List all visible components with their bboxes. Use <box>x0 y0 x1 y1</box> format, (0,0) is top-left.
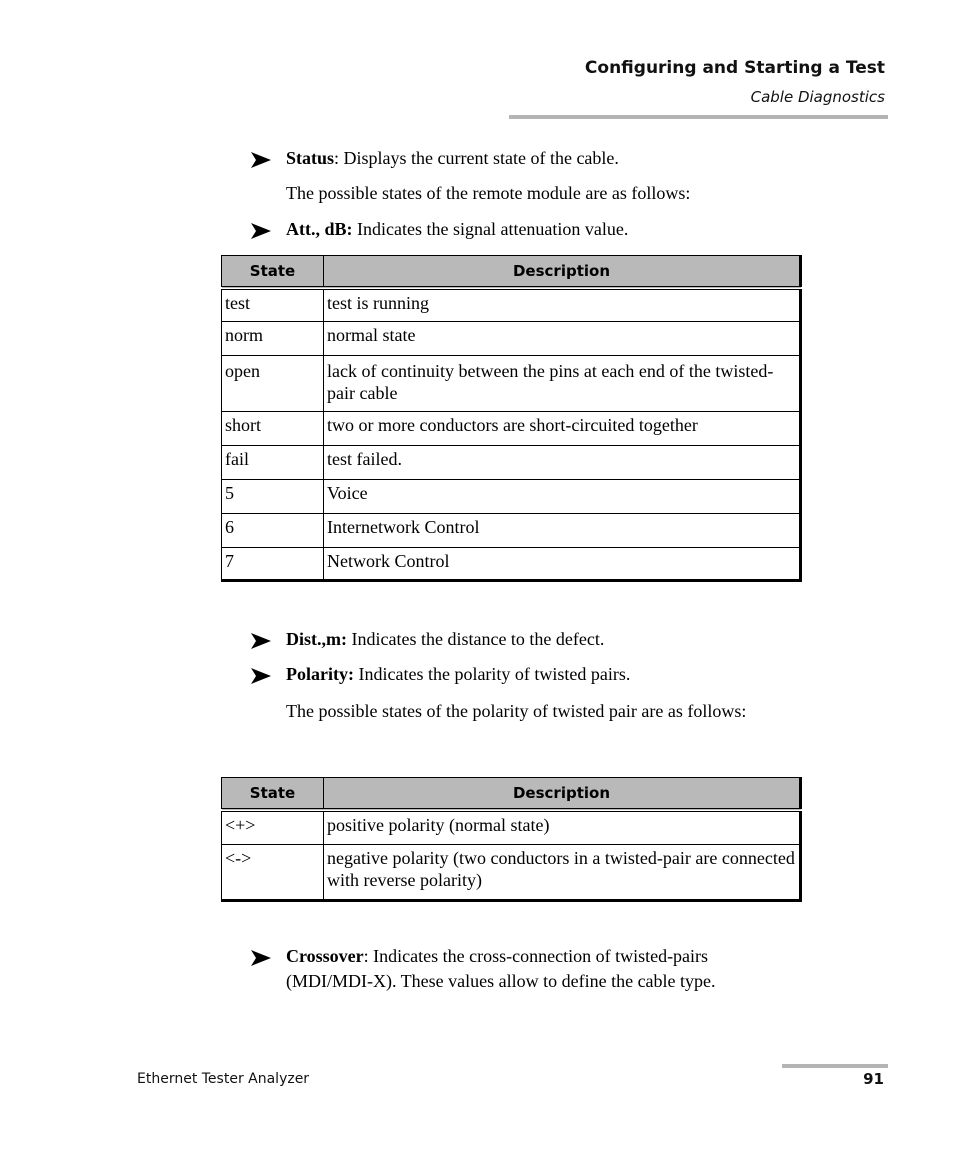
table-row <box>222 479 801 513</box>
state-cell: 7 <box>222 547 324 580</box>
section-title: Cable Diagnostics <box>750 88 885 106</box>
description-cell: negative polarity (two conductors in a twisted-pair are connected with reverse polarity) <box>324 844 801 900</box>
polarity-text: Indicates the polarity of twisted pairs. <box>353 664 631 684</box>
footer-rule <box>782 1064 888 1068</box>
dist-text: Indicates the distance to the defect. <box>347 629 605 649</box>
description-cell: positive polarity (normal state) <box>324 810 801 844</box>
description-cell: Network Control <box>324 547 801 580</box>
polarity-states-table <box>221 777 802 902</box>
arrow-bullet-icon <box>250 633 272 649</box>
table-row <box>222 513 801 547</box>
description-cell: test failed. <box>324 445 801 479</box>
table1-header-description: Description <box>324 256 801 289</box>
att-label: Att., dB: <box>286 219 353 239</box>
crossover-label: Crossover <box>286 946 364 966</box>
remote-states-table <box>221 255 802 582</box>
state-cell: 5 <box>222 479 324 513</box>
arrow-bullet-icon <box>250 152 272 168</box>
state-cell: <+> <box>222 810 324 844</box>
header-rule <box>509 115 888 119</box>
state-cell: fail <box>222 445 324 479</box>
polarity-states-intro: The possible states of the polarity of twisted pair are as follows: <box>286 701 747 721</box>
state-cell: test <box>222 288 324 321</box>
table-row <box>222 445 801 479</box>
state-cell: 6 <box>222 513 324 547</box>
att-text: Indicates the signal attenuation value. <box>352 219 629 239</box>
state-cell: short <box>222 411 324 445</box>
table-row <box>222 355 801 411</box>
table-row <box>222 547 801 580</box>
state-cell: norm <box>222 321 324 355</box>
arrow-bullet-icon <box>250 223 272 239</box>
crossover-text-line2: (MDI/MDI-X). These values allow to define the cable type. <box>286 971 716 991</box>
dist-label: Dist.,m: <box>286 629 347 649</box>
table2-header-state: State <box>222 778 324 811</box>
description-cell: normal state <box>324 321 801 355</box>
polarity-label: Polarity: <box>286 664 354 684</box>
description-cell: test is running <box>324 288 801 321</box>
description-cell: Voice <box>324 479 801 513</box>
table-row <box>222 844 801 900</box>
status-label: Status <box>286 148 335 168</box>
page-number: 91 <box>863 1070 884 1088</box>
remote-states-intro: The possible states of the remote module are as follows: <box>286 183 691 203</box>
table-row <box>222 288 801 321</box>
arrow-bullet-icon <box>250 950 272 966</box>
status-text: : Displays the current state of the cable. <box>334 148 619 168</box>
chapter-title: Configuring and Starting a Test <box>584 58 885 78</box>
state-cell: <-> <box>222 844 324 900</box>
footer-product-name: Ethernet Tester Analyzer <box>137 1071 310 1087</box>
description-cell: two or more conductors are short-circuited together <box>324 411 801 445</box>
table1-header-state: State <box>222 256 324 289</box>
description-cell: Internetwork Control <box>324 513 801 547</box>
table-row <box>222 321 801 355</box>
table-row <box>222 411 801 445</box>
state-cell: open <box>222 355 324 411</box>
description-cell: lack of continuity between the pins at each end of the twisted-pair cable <box>324 355 801 411</box>
table2-header-description: Description <box>324 778 801 811</box>
crossover-text-line1: : Indicates the cross-connection of twisted-pairs <box>363 946 709 966</box>
table-row <box>222 810 801 844</box>
arrow-bullet-icon <box>250 668 272 684</box>
